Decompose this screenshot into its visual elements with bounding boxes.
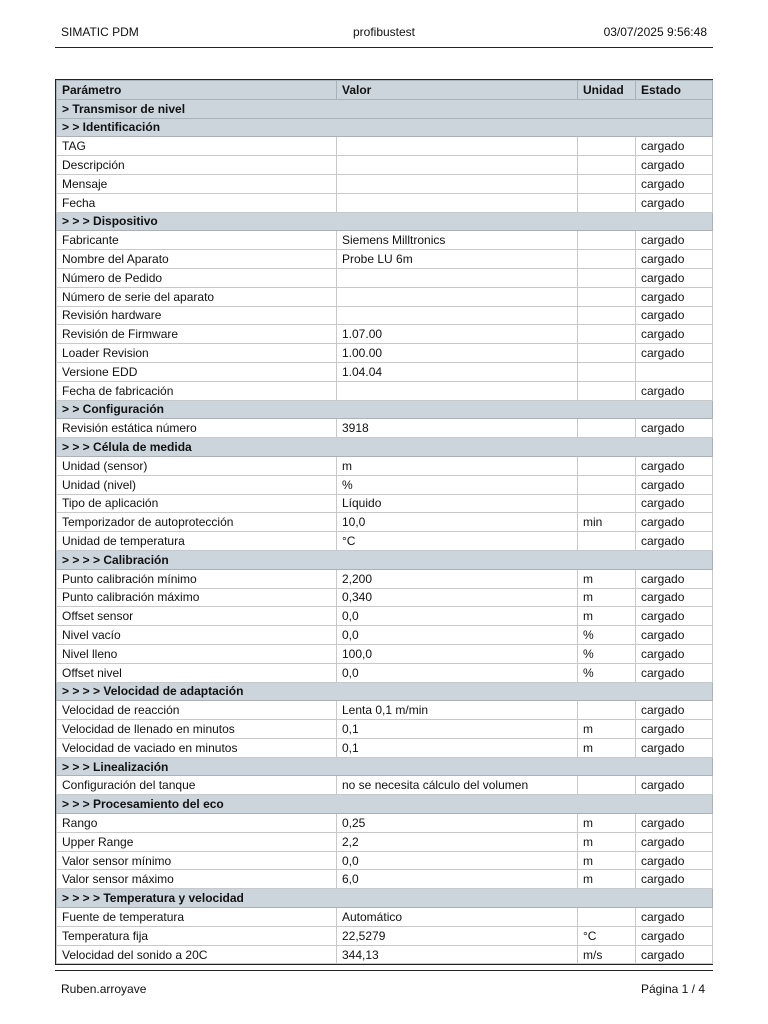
table-row [57,814,713,833]
cell-value: 344,13 [337,945,578,964]
cell-value: 0,0 [337,851,578,870]
cell-parameter: Revisión de Firmware [57,325,337,344]
cell-value [337,381,578,400]
cell-unit [578,231,636,250]
table-row [57,776,713,795]
cell-value [337,268,578,287]
cell-value: Siemens Milltronics [337,231,578,250]
section-row [57,889,713,908]
section-title: > Transmisor de nivel [57,99,713,118]
cell-status: cargado [636,720,713,739]
page-footer [55,970,713,1001]
cell-unit: °C [578,926,636,945]
cell-status: cargado [636,814,713,833]
cell-unit [578,908,636,927]
cell-status: cargado [636,945,713,964]
cell-value: 6,0 [337,870,578,889]
section-row [57,118,713,137]
table-row [57,701,713,720]
cell-value: Lenta 0,1 m/min [337,701,578,720]
cell-unit [578,174,636,193]
cell-value: 0,0 [337,607,578,626]
table-row [57,287,713,306]
cell-parameter: Número de Pedido [57,268,337,287]
table-row [57,137,713,156]
table-row [57,381,713,400]
table-row [57,475,713,494]
cell-status: cargado [636,174,713,193]
section-row [57,400,713,419]
cell-parameter: Unidad (nivel) [57,475,337,494]
table-header-row [57,81,713,100]
cell-parameter: Valor sensor máximo [57,870,337,889]
cell-status: cargado [636,644,713,663]
cell-status: cargado [636,701,713,720]
cell-unit: m [578,588,636,607]
cell-parameter: Temporizador de autoprotección [57,513,337,532]
cell-parameter: Punto calibración mínimo [57,569,337,588]
cell-status: cargado [636,569,713,588]
cell-value: °C [337,532,578,551]
table-row [57,344,713,363]
cell-unit: m/s [578,945,636,964]
table-row [57,607,713,626]
section-row [57,682,713,701]
cell-parameter: Tipo de aplicación [57,494,337,513]
table-row [57,870,713,889]
table-row [57,851,713,870]
cell-value [337,193,578,212]
cell-unit [578,325,636,344]
cell-parameter: Unidad de temperatura [57,532,337,551]
cell-unit: min [578,513,636,532]
cell-unit [578,381,636,400]
section-title: > > > > Calibración [57,550,713,569]
cell-unit [578,306,636,325]
cell-parameter: Velocidad de llenado en minutos [57,720,337,739]
cell-status: cargado [636,231,713,250]
table-row [57,644,713,663]
cell-parameter: Velocidad del sonido a 20C [57,945,337,964]
cell-status: cargado [636,137,713,156]
cell-unit [578,456,636,475]
cell-status: cargado [636,381,713,400]
table-row [57,156,713,175]
table-row [57,419,713,438]
cell-value: 0,0 [337,663,578,682]
cell-unit: m [578,814,636,833]
cell-unit [578,494,636,513]
cell-unit: % [578,663,636,682]
table-row [57,588,713,607]
cell-parameter: Configuración del tanque [57,776,337,795]
section-row [57,438,713,457]
cell-value: Probe LU 6m [337,250,578,269]
cell-value: % [337,475,578,494]
table-row [57,569,713,588]
cell-value: 2,2 [337,832,578,851]
footer-user: Ruben.arroyave [61,982,147,996]
cell-value: 0,0 [337,626,578,645]
cell-parameter: Revisión estática número [57,419,337,438]
cell-unit: m [578,832,636,851]
table-row [57,494,713,513]
cell-parameter: Offset sensor [57,607,337,626]
column-header-value: Valor [337,81,578,100]
table-row [57,268,713,287]
cell-status: cargado [636,287,713,306]
cell-parameter: Fecha [57,193,337,212]
cell-value: no se necesita cálculo del volumen [337,776,578,795]
page-number: Página 1 / 4 [640,982,705,996]
cell-status: cargado [636,475,713,494]
table-body [57,99,713,964]
section-title: > > > Linealización [57,757,713,776]
cell-parameter: Fabricante [57,231,337,250]
cell-unit: m [578,569,636,588]
section-title: > > > Procesamiento del eco [57,795,713,814]
cell-status: cargado [636,870,713,889]
cell-value: m [337,456,578,475]
table-row [57,231,713,250]
cell-status: cargado [636,344,713,363]
table-row [57,663,713,682]
cell-parameter: Revisión hardware [57,306,337,325]
cell-unit [578,475,636,494]
cell-status: cargado [636,156,713,175]
cell-status: cargado [636,419,713,438]
cell-value [337,306,578,325]
table-row [57,532,713,551]
cell-parameter: Fecha de fabricación [57,381,337,400]
app-name: SIMATIC PDM [61,25,139,39]
cell-status: cargado [636,663,713,682]
table-row [57,908,713,927]
cell-parameter: Fuente de temperatura [57,908,337,927]
section-title: > > > > Temperatura y velocidad [57,889,713,908]
cell-parameter: Nombre del Aparato [57,250,337,269]
section-title: > > > Dispositivo [57,212,713,231]
cell-parameter: Punto calibración máximo [57,588,337,607]
cell-parameter: TAG [57,137,337,156]
cell-unit: m [578,607,636,626]
column-header-unit: Unidad [578,81,636,100]
section-row [57,550,713,569]
table-row [57,362,713,381]
cell-status: cargado [636,588,713,607]
cell-status: cargado [636,851,713,870]
section-row [57,795,713,814]
cell-status: cargado [636,494,713,513]
cell-unit: % [578,644,636,663]
cell-unit: m [578,720,636,739]
cell-value: 0,25 [337,814,578,833]
cell-status: cargado [636,738,713,757]
column-header-parameter: Parámetro [57,81,337,100]
cell-parameter: Descripción [57,156,337,175]
cell-value: Líquido [337,494,578,513]
cell-unit [578,344,636,363]
cell-status: cargado [636,513,713,532]
cell-parameter: Número de serie del aparato [57,287,337,306]
table-row [57,306,713,325]
cell-value: 22,5279 [337,926,578,945]
cell-status: cargado [636,776,713,795]
report-datetime: 03/07/2025 9:56:48 [603,25,707,39]
cell-unit [578,287,636,306]
cell-unit [578,193,636,212]
cell-status [636,362,713,381]
cell-parameter: Upper Range [57,832,337,851]
cell-unit [578,156,636,175]
cell-status: cargado [636,607,713,626]
cell-value: 0,1 [337,738,578,757]
table-row [57,720,713,739]
cell-value: 1.07.00 [337,325,578,344]
cell-unit [578,419,636,438]
cell-unit [578,532,636,551]
cell-unit [578,137,636,156]
cell-value [337,287,578,306]
cell-parameter: Nivel vacío [57,626,337,645]
page-header [55,20,713,48]
cell-status: cargado [636,456,713,475]
cell-status: cargado [636,325,713,344]
cell-parameter: Valor sensor mínimo [57,851,337,870]
cell-value: 100,0 [337,644,578,663]
cell-value: 0,340 [337,588,578,607]
cell-value: 0,1 [337,720,578,739]
cell-status: cargado [636,250,713,269]
cell-parameter: Velocidad de vaciado en minutos [57,738,337,757]
cell-status: cargado [636,268,713,287]
cell-parameter: Versione EDD [57,362,337,381]
cell-status: cargado [636,306,713,325]
section-row [57,757,713,776]
cell-value: 1.04.04 [337,362,578,381]
section-row [57,212,713,231]
table-row [57,193,713,212]
cell-value [337,174,578,193]
cell-status: cargado [636,626,713,645]
project-name: profibustest [352,25,416,39]
cell-status: cargado [636,193,713,212]
cell-value: 2,200 [337,569,578,588]
cell-parameter: Velocidad de reacción [57,701,337,720]
cell-unit [578,250,636,269]
cell-parameter: Mensaje [57,174,337,193]
table-row [57,325,713,344]
table-row [57,738,713,757]
cell-parameter: Nivel lleno [57,644,337,663]
cell-parameter: Rango [57,814,337,833]
column-header-status: Estado [636,81,713,100]
cell-unit: m [578,851,636,870]
parameter-table [55,79,713,965]
cell-value [337,156,578,175]
cell-value: Automático [337,908,578,927]
cell-value: 3918 [337,419,578,438]
cell-unit [578,268,636,287]
cell-parameter: Offset nivel [57,663,337,682]
table-row [57,832,713,851]
cell-unit: m [578,870,636,889]
cell-unit [578,362,636,381]
cell-value: 1.00.00 [337,344,578,363]
cell-parameter: Temperatura fija [57,926,337,945]
section-title: > > > > Velocidad de adaptación [57,682,713,701]
cell-parameter: Loader Revision [57,344,337,363]
section-title: > > Configuración [57,400,713,419]
table-row [57,626,713,645]
cell-value: 10,0 [337,513,578,532]
cell-value [337,137,578,156]
table-row [57,945,713,964]
cell-status: cargado [636,908,713,927]
cell-unit [578,776,636,795]
table-row [57,174,713,193]
section-title: > > Identificación [57,118,713,137]
cell-unit: % [578,626,636,645]
cell-status: cargado [636,532,713,551]
cell-status: cargado [636,926,713,945]
cell-unit: m [578,738,636,757]
table-row [57,456,713,475]
cell-status: cargado [636,832,713,851]
cell-unit [578,701,636,720]
table-row [57,926,713,945]
cell-parameter: Unidad (sensor) [57,456,337,475]
section-row [57,99,713,118]
table-row [57,513,713,532]
section-title: > > > Célula de medida [57,438,713,457]
table-row [57,250,713,269]
